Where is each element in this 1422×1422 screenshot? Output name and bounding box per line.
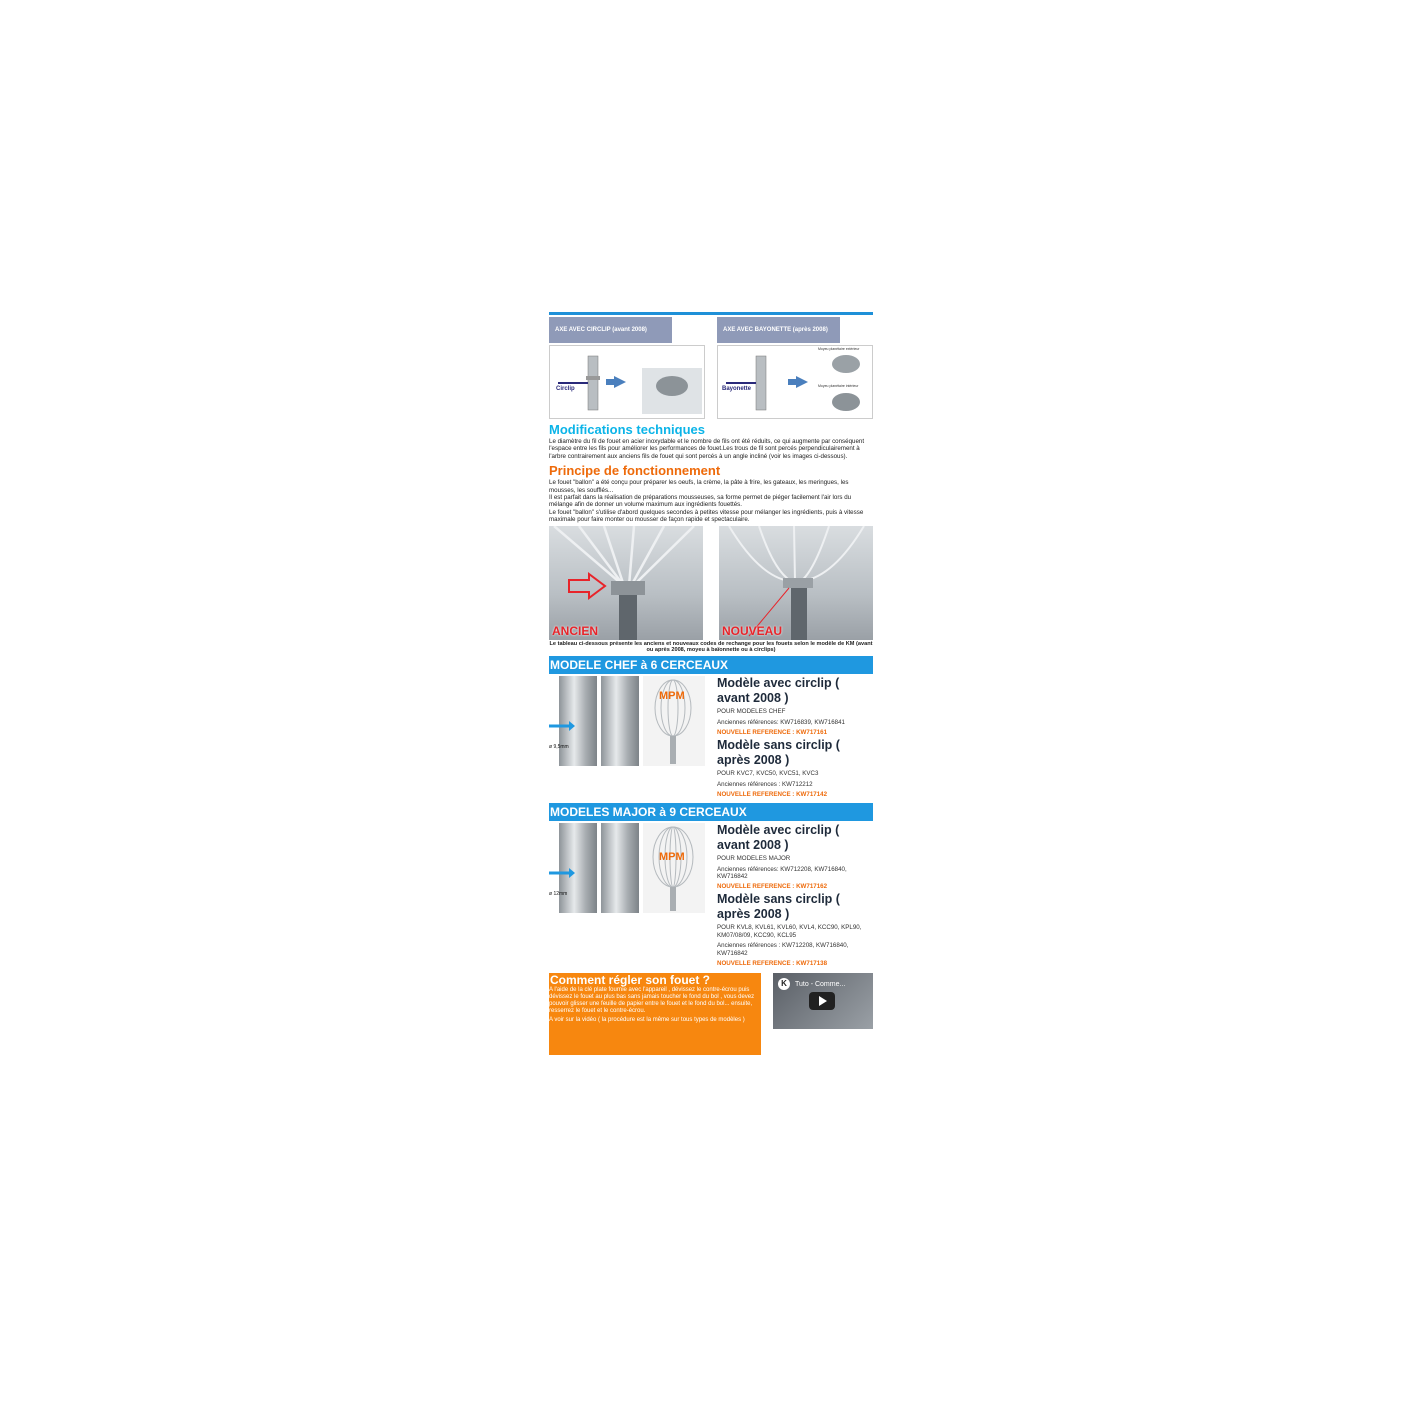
nouveau-label: NOUVEAU — [722, 623, 783, 638]
reglage-text-2: A voir sur la vidéo ( la procédure est la même sur tous types de modèles ) — [549, 1016, 745, 1023]
ancien-whisk-graphic — [549, 526, 703, 640]
reglage-title: Comment régler son fouet ? — [550, 972, 711, 987]
chef-circlip-title: Modèle avec circlip ( avant 2008 ) — [717, 676, 840, 706]
chef-images — [549, 676, 705, 768]
chef-mpm-logo: MPM — [659, 690, 685, 703]
bayonette-diagram — [717, 345, 873, 419]
axe-bayonette-column — [717, 317, 873, 419]
major-sans-circlip-models: POUR KVL8, KVL61, KVL60, KVL4, KCC90, KPL90, KM07/08/09, KCC90, KCL95 — [717, 924, 862, 939]
circlip-diagram-graphic — [550, 346, 705, 418]
article — [549, 312, 873, 1055]
chef-sans-circlip-old-refs: Anciennes références : KW712212 — [717, 780, 813, 788]
major-circlip-models: POUR MODELES MAJOR — [717, 855, 791, 863]
principe-text-3: Le fouet "ballon" s'utilise d'abord quelques secondes à petites vitesse pour mélanger les ingrédients, puis à vitesse maximale pour faire monter ou mousser de façon rapide et spectaculaire. — [549, 508, 864, 524]
moyeu-exterieur-note: Moyeu planétaire extérieur — [818, 347, 860, 351]
tutorial-video[interactable] — [773, 973, 873, 1029]
major-whisk-graphic — [549, 823, 705, 915]
chef-circlip-models: POUR MODELES CHEF — [717, 708, 786, 716]
chef-section — [549, 676, 873, 800]
principe-text-1: Le fouet "ballon" a été conçu pour préparer les oeufs, la crème, la pâte à frire, les gateaux, les meringues, les mousses, les soufflés... — [549, 479, 849, 494]
major-section-header: MODELES MAJOR à 9 CERCEAUX — [549, 803, 873, 821]
channel-logo: K — [778, 978, 790, 990]
chef-section-header: MODELE CHEF à 6 CERCEAUX — [549, 656, 873, 674]
axe-bayonette-label: AXE AVEC BAYONETTE (après 2008) — [717, 317, 840, 343]
axe-circlip-label: AXE AVEC CIRCLIP (avant 2008) — [549, 317, 672, 343]
major-sans-circlip-old-refs: Anciennes références : KW712208, KW716840, KW716842 — [717, 942, 849, 957]
circlip-diagram-label: Circlip — [556, 386, 575, 392]
play-icon[interactable] — [809, 992, 835, 1010]
chef-details — [717, 676, 873, 800]
principe-text-2: Il est parfait dans la réalisation de préparations mousseuses, sa forme permet de piéger facilement l'air lors du mélange afin de donner un volume maximum aux ingrédients fouettés. — [549, 494, 852, 509]
chef-sans-circlip-new-ref: NOUVELLE REFERENCE : KW717142 — [717, 791, 828, 799]
axe-comparison — [549, 317, 873, 419]
principe-title: Principe de fonctionnement — [549, 463, 721, 479]
chef-diameter-label: ø 9,5mm — [549, 744, 569, 751]
whisk-photos — [549, 526, 873, 640]
chef-circlip-old-refs: Anciennes références: KW716839, KW716841 — [717, 718, 845, 726]
reglage-box — [549, 973, 761, 1055]
chef-sans-circlip-models: POUR KVC7, KVC50, KVC51, KVC3 — [717, 770, 819, 778]
chef-circlip-new-ref: NOUVELLE REFERENCE : KW717161 — [717, 729, 828, 737]
circlip-diagram — [549, 345, 705, 419]
reglage-section — [549, 973, 873, 1055]
axe-circlip-column — [549, 317, 705, 419]
bayonette-diagram-label: Bayonette — [722, 386, 752, 392]
nouveau-photo — [719, 526, 873, 640]
ancien-photo — [549, 526, 703, 640]
major-circlip-new-ref: NOUVELLE REFERENCE : KW717162 — [717, 883, 828, 891]
major-sans-circlip-new-ref: NOUVELLE REFERENCE : KW717138 — [717, 959, 828, 967]
top-divider — [549, 312, 873, 315]
major-circlip-title: Modèle avec circlip ( avant 2008 ) — [717, 823, 840, 853]
major-diameter-label: ø 12mm — [549, 891, 568, 898]
chef-sans-circlip-title: Modèle sans circlip ( après 2008 ) — [717, 738, 840, 768]
major-sans-circlip-title: Modèle sans circlip ( après 2008 ) — [717, 892, 840, 922]
ancien-label: ANCIEN — [552, 623, 599, 638]
moyeu-interieur-note: Moyeu planétaire intérieur — [818, 384, 859, 388]
bayonette-diagram-graphic — [718, 346, 873, 418]
photos-caption: Le tableau ci-dessous présente les anciens et nouveaux codes de rechange pour les fouets selon le modèle de KM (avant ou après 2008, moyeu à baïonnette ou à circlips) — [549, 640, 873, 654]
major-mpm-logo: MPM — [659, 851, 685, 864]
nouveau-whisk-graphic — [719, 526, 873, 640]
reglage-text-1: A l'aide de la clé plate fournie avec l'appareil , dévissez le contre-écrou puis dévissez le fouet au plus bas sans jamais toucher le fond du bol , vous devez pouvoir glisser une feuille de papier entre le fouet et le fond du bol... ensuite, resserrez le fouet et le contre-écrou. — [549, 986, 755, 1014]
modifications-title: Modifications techniques — [549, 422, 706, 437]
major-details — [717, 823, 873, 969]
major-circlip-old-refs: Anciennes références: KW712208, KW716840, KW716842 — [717, 865, 847, 880]
modifications-text: Le diamètre du fil de fouet en acier inoxydable et le nombre de fils ont été réduits, ce qui augmente par conséquent l'espace entre les fils pour améliorer les performances de fouet.Les trous de fil sont percés perpendiculairement à l'arbre contrairement aux anciens fils de fouet qui sont percés à un angle incliné (voir les images ci-dessous). — [549, 438, 865, 460]
major-images — [549, 823, 705, 915]
major-section — [549, 823, 873, 969]
video-title[interactable]: Tuto - Comme... — [795, 980, 846, 988]
